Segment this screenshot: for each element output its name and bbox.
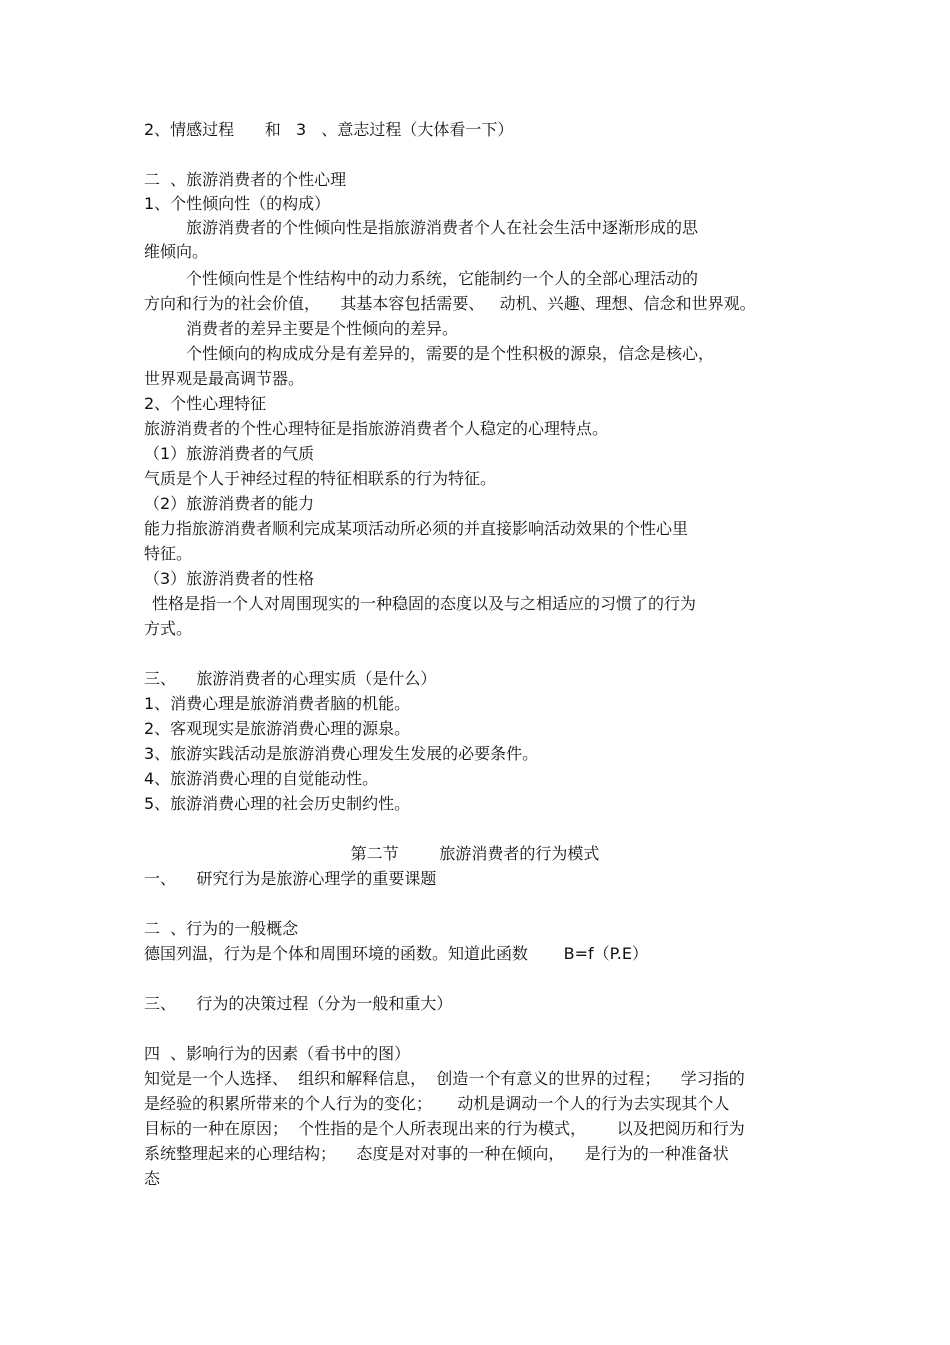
section-heading: 一、 研究行为是旅游心理学的重要课题: [144, 869, 437, 888]
paragraph-line: 旅游消费者的个性倾向性是指旅游消费者个人在社会生活中逐渐形成的思: [186, 218, 699, 237]
paragraph-line: 维倾向。: [144, 242, 209, 261]
list-item: 1、消费心理是旅游消费者脑的机能。: [144, 694, 411, 713]
paragraph-line: 目标的一种在原因； 个性指的是个人所表现出来的行为模式， 以及把阅历和行为: [144, 1119, 745, 1138]
section-heading: 四 、影响行为的因素（看书中的图）: [144, 1044, 411, 1063]
paragraph-line: 性格是指一个人对周围现实的一种稳固的态度以及与之相适应的习惯了的行为: [152, 594, 697, 613]
subsection-heading: 1、个性倾向性（的构成）: [144, 194, 331, 213]
section-heading: 三、 旅游消费者的心理实质（是什么）: [144, 669, 437, 688]
subsection-heading: 2、个性心理特征: [144, 394, 267, 413]
paragraph-line: 气质是个人于神经过程的特征相联系的行为特征。: [144, 469, 497, 488]
paragraph-line: 德国列温，行为是个体和周围环境的函数。知道此函数 B=f（P.E）: [144, 944, 648, 963]
paragraph-line: 个性倾向性是个性结构中的动力系统，它能制约一个人的全部心理活动的: [186, 269, 699, 288]
list-item: 3、旅游实践活动是旅游消费心理发生发展的必要条件。: [144, 744, 539, 763]
paragraph-line: 方式。: [144, 619, 193, 638]
paragraph-line: 知觉是一个人选择、 组织和解释信息， 创造一个有意义的世界的过程； 学习指的: [144, 1069, 745, 1088]
item-heading: （2）旅游消费者的能力: [144, 494, 315, 513]
paragraph-line: 消费者的差异主要是个性倾向的差异。: [186, 319, 459, 338]
paragraph-line: 态: [144, 1169, 161, 1188]
paragraph-line: 是经验的积累所带来的个人行为的变化； 动机是调动一个人的行为去实现其个人: [144, 1094, 730, 1113]
section-heading: 三、 行为的决策过程（分为一般和重大）: [144, 994, 453, 1013]
list-item: 4、旅游消费心理的自觉能动性。: [144, 769, 379, 788]
text-line: 2、情感过程 和 3 、意志过程（大体看一下）: [144, 120, 514, 139]
paragraph-line: 世界观是最高调节器。: [144, 369, 305, 388]
paragraph-line: 旅游消费者的个性心理特征是指旅游消费者个人稳定的心理特点。: [144, 419, 609, 438]
list-item: 5、旅游消费心理的社会历史制约性。: [144, 794, 411, 813]
item-heading: （3）旅游消费者的性格: [144, 569, 315, 588]
section-heading: 二 、旅游消费者的个性心理: [144, 170, 347, 189]
paragraph-line: 系统整理起来的心理结构； 态度是对对事的一种在倾向， 是行为的一种准备状: [144, 1144, 729, 1163]
paragraph-line: 能力指旅游消费者顺利完成某项活动所必须的并直接影响活动效果的个性心里: [144, 519, 689, 538]
paragraph-line: 个性倾向的构成成分是有差异的，需要的是个性积极的源泉，信念是核心，: [186, 344, 715, 363]
list-item: 2、客观现实是旅游消费心理的源泉。: [144, 719, 411, 738]
section-heading: 二 、行为的一般概念: [144, 919, 299, 938]
paragraph-line: 特征。: [144, 544, 193, 563]
paragraph-line: 方向和行为的社会价值， 其基本容包括需要、 动机、兴趣、理想、信念和世界观。: [144, 294, 756, 313]
item-heading: （1）旅游消费者的气质: [144, 444, 315, 463]
chapter-section-title: 第二节 旅游消费者的行为模式: [350, 844, 600, 863]
